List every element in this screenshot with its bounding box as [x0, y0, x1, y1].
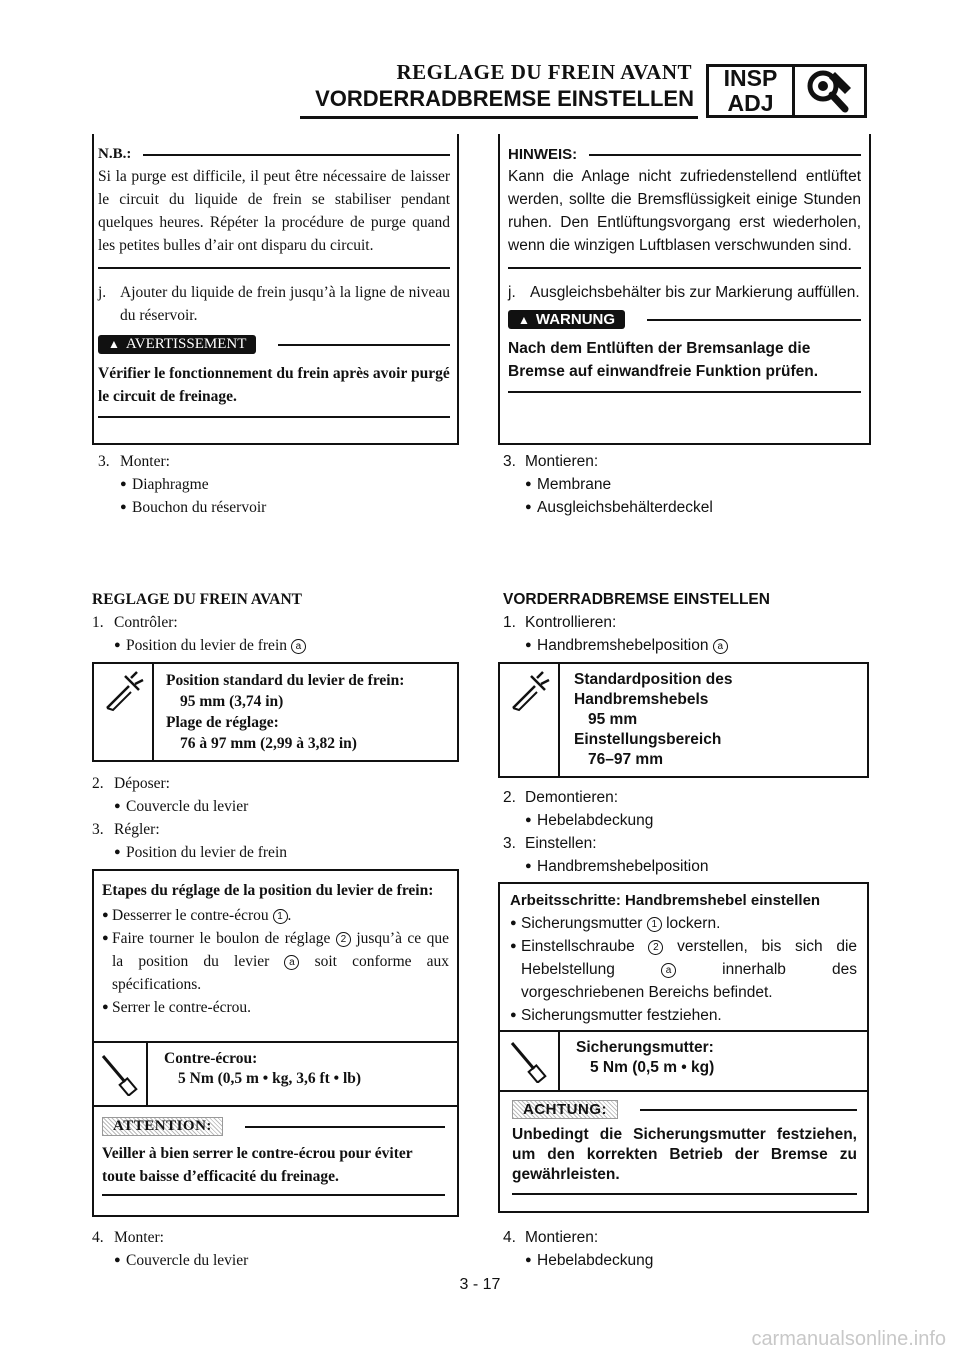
header-rule — [300, 116, 698, 119]
de-attention-text: Unbedingt die Sicherungsmutter festziehen, um den korrekten Betrieb der Bremse zu gewährleisten. — [512, 1126, 857, 1183]
fr-warning-text: Vérifier le fonctionnement du frein après avoir purgé le circuit de freinage. — [98, 365, 450, 405]
de-spec-box: Standardposition des Handbremshebels 95 mm Einstellungsbereich 76–97 mm — [498, 662, 869, 778]
fr-step-j: j. Ajouter du liquide de frein jusqu’à la ligne de niveau du réservoir. — [98, 284, 450, 324]
fr-torque-label: Contre-écrou: — [164, 1050, 258, 1067]
fr-section-intro: REGLAGE DU FREIN AVANT 1. Contrôler: ● Position du levier de frein a — [92, 588, 452, 657]
warning-triangle-icon: ▲ — [108, 337, 120, 351]
warning-triangle-icon: ▲ — [518, 312, 530, 327]
de-nb-title: HINWEIS: — [508, 146, 861, 163]
de-torque-label: Sicherungsmutter: — [576, 1039, 714, 1056]
torque-wrench-icon — [94, 1043, 148, 1105]
watermark: carmanualsonline.info — [751, 1328, 946, 1350]
de-step4: 4. Montieren: ● Hebelabdeckung — [503, 1229, 654, 1269]
fr-warning-badge: ▲ AVERTISSEMENT — [98, 335, 256, 354]
de-torque-value: 5 Nm (0,5 m • kg) — [590, 1059, 715, 1076]
de-section-intro: VORDERRADBREMSE EINSTELLEN 1. Kontrollieren: ● Handbremshebelposition a — [503, 588, 863, 657]
fr-procedure-title: Etapes du réglage de la position du levier de frein: — [102, 882, 434, 899]
fr-spec-box: Position standard du levier de frein: 95 mm (3,74 in) Plage de réglage: 76 à 97 mm (2,99 à 3,82 in) — [92, 662, 459, 762]
wrench-magnifier-icon — [795, 67, 864, 115]
de-attention-badge: ACHTUNG: — [512, 1100, 618, 1119]
de-section-title: VORDERRADBREMSE EINSTELLEN — [503, 591, 770, 608]
fr-step4: 4. Monter: ● Couvercle du levier — [92, 1229, 249, 1269]
de-warning-text: Nach dem Entlüften der Bremsanlage die Bremse auf einwandfreie Funktion prüfen. — [508, 340, 819, 380]
de-procedure-box: Arbeitsschritte: Handbremshebel einstellen ● Sicherungsmutter 1 lockern. ● Einstellschraube 2 verstellen, bis sich die Hebelstellung a innerhalb des vorgeschriebenen Bereichs befindet. ● Sicherungsmutter festziehen. Sicherungsmutter: 5 Nm (0,5 m • kg) ACHTUNG: Unbedingt die Sicherungsmutter festziehen, um den korrekten Betrieb der Bremse zu gewährleisten. — [498, 882, 869, 1213]
badge-insp: INSP — [723, 65, 778, 91]
fr-steps-2-3: 2. Déposer: ● Couvercle du levier 3. Régler: ● Position du levier de frein — [92, 775, 287, 861]
fr-nb-title: N.B.: — [98, 146, 450, 163]
spec-wrench-icon — [94, 664, 154, 760]
de-step-j: j. Ausgleichsbehälter bis zur Markierung auffüllen. — [508, 284, 860, 301]
de-step3: 3. Montieren: ● Membrane ● Ausgleichsbehälterdeckel — [503, 453, 713, 516]
fr-section-title: REGLAGE DU FREIN AVANT — [92, 591, 303, 608]
spec-wrench-icon — [500, 664, 560, 776]
de-nb-text: Kann die Anlage nicht zufriedenstellend entlüftet werden, sollte die Bremsflüssigkeit einige Stunden ruhen. Den Entlüftungsvorgang erst wiederholen, wenn die winzigen Luftblasen verschwunden sind. — [508, 168, 861, 254]
insp-adj-badge — [706, 64, 867, 118]
de-top-panel — [508, 146, 861, 393]
header-title-fr: REGLAGE DU FREIN AVANT — [396, 60, 692, 84]
badge-adj: ADJ — [727, 90, 774, 116]
fr-nb-text: Si la purge est difficile, il peut être nécessaire de laisser le circuit du liquide de frein se stabiliser pendant quelques heures. Répéter la procédure de purge quand les petites bulles d’air ont disparu du circuit. — [98, 168, 450, 254]
fr-attention-badge: ATTENTION: — [102, 1117, 223, 1136]
header-title-de: VORDERRADBREMSE EINSTELLEN — [315, 86, 694, 111]
fr-attention-text: Veiller à bien serrer le contre-écrou pour éviter toute baisse d’efficacité du freinage. — [102, 1145, 413, 1185]
torque-wrench-icon — [500, 1032, 560, 1090]
de-procedure-title: Arbeitsschritte: Handbremshebel einstellen — [510, 892, 821, 909]
de-warning-badge: ▲ WARNUNG — [508, 310, 625, 329]
fr-step3: 3. Monter: ● Diaphragme ● Bouchon du réservoir — [98, 453, 267, 516]
de-steps-2-3: 2. Demontieren: ● Hebelabdeckung 3. Einstellen: ● Handbremshebelposition — [503, 789, 709, 875]
fr-procedure-box: Etapes du réglage de la position du levier de frein: ● Desserrer le contre-écrou 1 . ● Faire tourner le boulon de réglage 2 jusqu’à ce que la position du levier a soit conforme aux spécifications. ● Serrer le contre-écrou. Contre-écrou: 5 Nm (0,5 m • kg, 3,6 ft • lb) ATTENTION: Veiller à bien serrer le contre-écrou pour éviter toute baisse d’efficacité du freinage. — [92, 869, 459, 1217]
fr-torque-value: 5 Nm (0,5 m • kg, 3,6 ft • lb) — [178, 1070, 362, 1087]
page-number: 3 - 17 — [459, 1276, 501, 1293]
fr-top-panel — [98, 146, 450, 418]
